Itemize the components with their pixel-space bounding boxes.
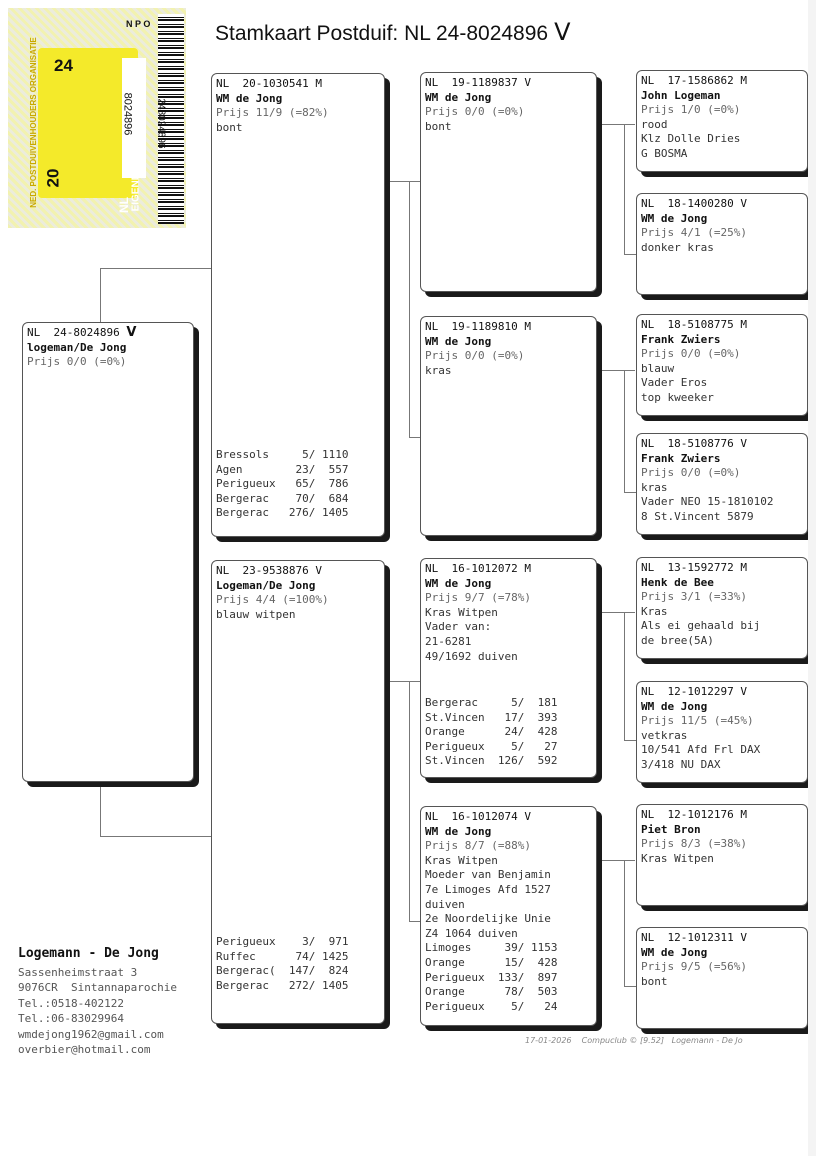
connector (100, 780, 101, 836)
note: Limoges 39/ 1153 (425, 941, 558, 955)
owner-name: WM de Jong (425, 334, 492, 348)
note: Perigueux 5/ 24 (425, 999, 558, 1013)
breeder-info (18, 946, 177, 1057)
note: donker kras (641, 240, 714, 254)
breeder-city: 9076CR Sintannaparochie (18, 981, 177, 995)
pigeon-card-ggp-8 (636, 927, 808, 1029)
pigeon-card-ggp-5 (636, 557, 808, 659)
verified-mark: V (554, 18, 571, 46)
ring-ownership-card (8, 8, 186, 228)
ring-number: NL 16-1012074 V (425, 810, 531, 823)
owner-name: logeman/De Jong (27, 340, 127, 354)
connector (597, 370, 635, 371)
race-result: St.Vincen 126/ 592 (425, 754, 558, 768)
prize-stats: Prijs 4/4 (=100%) (216, 593, 329, 607)
race-result: Bergerac 272/ 1405 (216, 978, 349, 992)
ring-number: NL 18-5108775 M (641, 318, 747, 331)
barcode-number: 248024896 (155, 98, 167, 149)
race-result: Agen 23/ 557 (216, 462, 349, 476)
pigeon-card-ggp-4 (636, 433, 808, 535)
note: Z4 1064 duiven (425, 926, 518, 940)
note: de bree(5A) (641, 633, 714, 647)
ring-number: NL 12-1012297 V (641, 685, 747, 698)
note: Als ei gehaald bij (641, 619, 761, 633)
note: bont (641, 974, 668, 988)
owner-name: Frank Zwiers (641, 451, 721, 465)
prize-stats: Prijs 0/0 (=0%) (641, 466, 741, 480)
pigeon-card-paternal-grandfather (420, 72, 597, 292)
pigeon-card-maternal-grandmother (420, 806, 597, 1026)
breeder-email: overbier@hotmail.com (18, 1043, 151, 1057)
owner-name: WM de Jong (641, 945, 708, 959)
ring-number: NL 18-5108776 V (641, 437, 747, 450)
race-result: Perigueux 5/ 27 (425, 739, 558, 753)
race-result: Bergerac 276/ 1405 (216, 506, 349, 520)
ring-number: NL 19-1189810 M (425, 320, 531, 333)
ring-number: NL 12-1012176 M (641, 808, 747, 821)
connector (597, 124, 635, 125)
race-result: Perigueux 3/ 971 (216, 935, 349, 948)
ring-number: NL 23-9538876 V (216, 564, 322, 577)
note: kras (641, 480, 668, 494)
owner-name: John Logeman (641, 88, 721, 102)
connector (100, 268, 101, 322)
note: Orange 15/ 428 (425, 955, 558, 969)
ring-number: NL 24-8024896 (27, 326, 120, 339)
note: rood (641, 117, 668, 131)
note: 21-6281 (425, 634, 472, 648)
note: Orange 78/ 503 (425, 985, 558, 999)
prize-stats: Prijs 8/7 (=88%) (425, 839, 531, 853)
owner-name: WM de Jong (425, 90, 492, 104)
pigeon-card-ggp-7 (636, 804, 808, 906)
ring-number: NL 17-1586862 M (641, 74, 747, 87)
note: Vader Eros (641, 376, 708, 390)
owner-name: Logeman/De Jong (216, 578, 316, 592)
connector (100, 836, 212, 837)
note: blauw (641, 361, 675, 375)
race-result: Perigueux 65/ 786 (216, 477, 349, 491)
race-result: Orange 24/ 428 (425, 725, 558, 739)
note: Kras Witpen (425, 605, 498, 619)
ring-org-letters: N P O (126, 19, 151, 29)
owner-name: Frank Zwiers (641, 332, 721, 346)
connector (624, 254, 636, 255)
note: 3/418 NU DAX (641, 757, 721, 771)
prize-stats: Prijs 1/0 (=0%) (641, 103, 741, 117)
pigeon-card-father (211, 73, 385, 537)
note: bont (425, 119, 452, 133)
connector (385, 681, 420, 682)
note: G BOSMA (641, 146, 688, 160)
note: blauw witpen (216, 607, 296, 621)
note: 8 St.Vincent 5879 (641, 509, 754, 523)
connector (597, 860, 635, 861)
race-results (216, 448, 380, 521)
breeder-mobile: Tel.:06-83029964 (18, 1012, 124, 1026)
ring-number: NL 13-1592772 M (641, 561, 747, 574)
prize-stats: Prijs 0/0 (=0%) (425, 349, 525, 363)
breeder-name: Logemann - De Jong (18, 946, 159, 961)
pigeon-card-maternal-grandfather (420, 558, 597, 778)
note: Perigueux 133/ 897 (425, 970, 558, 984)
note: bont (216, 120, 243, 134)
connector (100, 268, 212, 269)
pigeon-card-subject (22, 322, 194, 782)
page-edge (808, 0, 816, 1156)
pigeon-card-ggp-6 (636, 681, 808, 783)
verified-mark: V (126, 325, 137, 340)
note: Moeder van Benjamin (425, 868, 551, 882)
note: duiven (425, 897, 465, 911)
owner-name: Piet Bron (641, 822, 701, 836)
note: Vader NEO 15-1810102 (641, 495, 774, 509)
note: 49/1692 duiven (425, 649, 518, 663)
connector (597, 612, 635, 613)
connector (624, 370, 625, 492)
ring-year-bottom: 20 (43, 168, 63, 188)
ring-number: NL 18-1400280 V (641, 197, 747, 210)
race-results (216, 935, 380, 993)
connector (385, 181, 420, 182)
prize-stats: Prijs 9/7 (=78%) (425, 591, 531, 605)
prize-stats: Prijs 0/0 (=0%) (27, 355, 127, 369)
race-result: St.Vincen 17/ 393 (425, 710, 558, 724)
race-result: Bergerac( 147/ 824 (216, 964, 349, 978)
connector (624, 492, 636, 493)
prize-stats: Prijs 0/0 (=0%) (425, 105, 525, 119)
footer-print-info: 17-01-2026 Compuclub © [9.52] Logemann - De Jo (525, 1036, 743, 1045)
ring-number: NL 12-1012311 V (641, 931, 747, 944)
note: top kweeker (641, 390, 714, 404)
owner-name: WM de Jong (641, 211, 708, 225)
note: Vader van: (425, 620, 492, 634)
prize-stats: Prijs 4/1 (=25%) (641, 226, 747, 240)
pigeon-card-ggp-2 (636, 193, 808, 295)
prize-stats: Prijs 11/9 (=82%) (216, 106, 329, 120)
connector (409, 181, 410, 437)
pigeon-card-ggp-3 (636, 314, 808, 416)
prize-stats: Prijs 8/3 (=38%) (641, 837, 747, 851)
connector (624, 612, 625, 740)
ring-number: NL 19-1189837 V (425, 76, 531, 89)
pigeon-card-paternal-grandmother (420, 316, 597, 536)
race-results (425, 696, 592, 769)
note: Kras (641, 604, 668, 618)
race-result: Bergerac 5/ 181 (425, 696, 558, 709)
note: 7e Limoges Afd 1527 (425, 882, 551, 896)
breeder-email: wmdejong1962@gmail.com (18, 1027, 164, 1041)
ring-number: NL 16-1012072 M (425, 562, 531, 575)
owner-name: WM de Jong (641, 699, 708, 713)
connector (624, 740, 636, 741)
prize-stats: Prijs 9/5 (=56%) (641, 960, 747, 974)
ring-number: NL 20-1030541 M (216, 77, 322, 90)
note: Kras Witpen (641, 851, 714, 865)
race-result: Ruffec 74/ 1425 (216, 949, 349, 963)
race-result: Bergerac 70/ 684 (216, 491, 349, 505)
connector (624, 986, 636, 987)
prize-stats: Prijs 0/0 (=0%) (641, 347, 741, 361)
owner-name: Henk de Bee (641, 575, 714, 589)
note: 10/541 Afd Frl DAX (641, 743, 761, 757)
ring-country: NL (117, 197, 131, 213)
owner-name: WM de Jong (216, 91, 283, 105)
note: 2e Noordelijke Unie (425, 912, 551, 926)
breeder-phone: Tel.:0518-402122 (18, 996, 124, 1010)
prize-stats: Prijs 11/5 (=45%) (641, 714, 754, 728)
note: kras (425, 363, 452, 377)
note: vetkras (641, 728, 688, 742)
prize-stats: Prijs 3/1 (=33%) (641, 590, 747, 604)
ring-number: 8024896 (121, 92, 134, 136)
note: Klz Dolle Dries (641, 132, 741, 146)
pigeon-card-ggp-1 (636, 70, 808, 172)
note: Kras Witpen (425, 853, 498, 867)
connector (409, 681, 410, 921)
ring-org-text: NED. POSTDUIVENHOUDERS ORGANISATIE (28, 37, 38, 208)
pigeon-card-mother (211, 560, 385, 1024)
owner-name: WM de Jong (425, 824, 492, 838)
page-title: Stamkaart Postduif: NL 24-8024896 V (215, 18, 571, 46)
owner-name: WM de Jong (425, 576, 492, 590)
ring-year-top: 24 (54, 56, 73, 75)
race-result: Bressols 5/ 1110 (216, 448, 349, 461)
connector (624, 860, 625, 986)
breeder-street: Sassenheimstraat 3 (18, 966, 138, 979)
connector (624, 124, 625, 254)
